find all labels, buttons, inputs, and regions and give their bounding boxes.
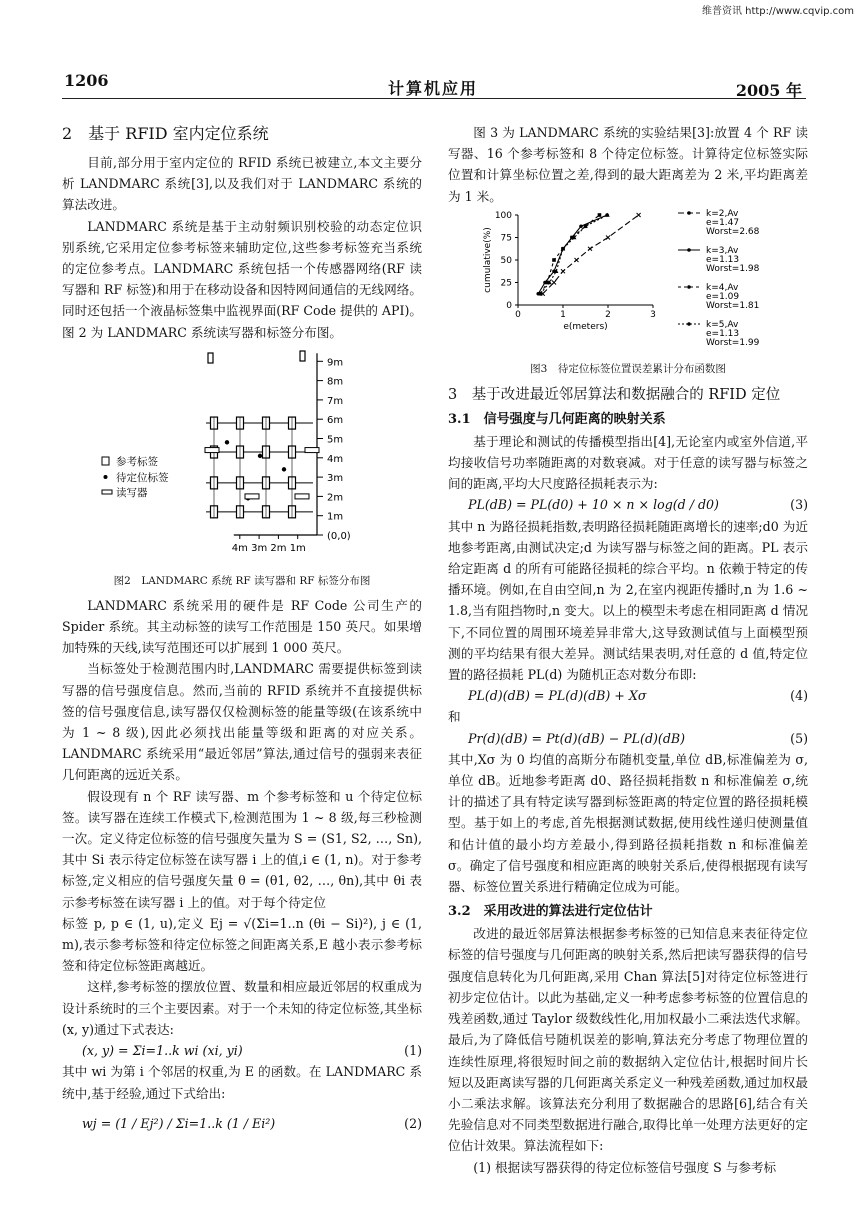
paragraph: 这样,参考标签的摆放位置、数量和相应最近邻居的权重成为设计系统时的三个主要因素。对于一个未知的待定位标签,其坐标(x, y)通过下式表达: bbox=[62, 979, 422, 1037]
legend-label: k=5,Av bbox=[706, 319, 739, 330]
legend-label: 读写器 bbox=[116, 486, 148, 499]
paragraph: 其中,Xσ 为 0 均值的高斯分布随机变量,单位 dB,标准偏差为 σ,单位 dB。近地参考距离 d0、路径损耗指数 n 和标准偏差 σ,统计的描述了具有特定读写器到标签距离的特定位置的路径损耗模型。基于如上的考虑,首先根据测试数据,使用线性递归使测量值和估计值的最小均方差最小,得到路径损耗指数 n 和标准偏差 σ。确定了信号强度和相应距离的映射关系后,使得根据现有读写器、标签位置关系进行精确定位成为可能。 bbox=[448, 751, 808, 895]
series-line bbox=[543, 215, 639, 294]
fig2-caption: 图2 LANDMARC 系统 RF 读写器和 RF 标签分布图 bbox=[113, 574, 371, 587]
reference-tag bbox=[300, 351, 305, 361]
section-2-title: 2 基于 RFID 室内定位系统 bbox=[62, 124, 269, 143]
fig3-chart bbox=[448, 207, 808, 363]
paragraph: 假设现有 n 个 RF 读写器、m 个参考标签和 u 个待定位标签。读写器在连续工作模式下,检测范围为 1 ~ 8 级,每三秒检测一次。定义待定位标签的信号强度矢量为 S = (S1, S2, …, Sn),其中 Si 表示待定位标签在读写器 i 上的值,i ∈ (1, n)。对于参考标签,定义相应的信号强度矢量 θ = (θ1, θ2, …, θn),其中 θi 表示参考标签在读写器 i 上的值。对于每个待定位 bbox=[62, 788, 422, 910]
x-tick-label: 2 bbox=[605, 309, 611, 320]
equation-1: (x, y) = Σi=1..k wi (xi, yi) (1) bbox=[82, 1043, 422, 1059]
legend-marker bbox=[687, 211, 691, 215]
data-point bbox=[606, 235, 610, 239]
data-point bbox=[552, 280, 556, 284]
section-3-title: 3 基于改进最近邻居算法和数据融合的 RFID 定位 bbox=[448, 386, 781, 403]
y-tick-label: 50 bbox=[500, 255, 512, 266]
legend-label: Worst=2.68 bbox=[706, 226, 760, 237]
legend-label: e=1.47 bbox=[706, 217, 740, 228]
page-number: 1206 bbox=[64, 71, 109, 90]
x-tick-label: 3m bbox=[251, 542, 268, 554]
data-point bbox=[598, 213, 602, 217]
legend-label: k=2,Av bbox=[706, 208, 739, 219]
x-tick-label: 1 bbox=[560, 309, 566, 320]
legend-label: e=1.09 bbox=[706, 291, 740, 302]
paragraph: LANDMARC 系统采用的硬件是 RF Code 公司生产的 Spider 系统。其主动标签的读写工作范围是 150 英尺。如果增加特殊的天线,读写范围还可以扩展到 1 000 英尺。 bbox=[62, 597, 422, 656]
figure-2 bbox=[62, 347, 422, 595]
legend-label: Worst=1.98 bbox=[706, 263, 760, 274]
legend-label: Worst=1.99 bbox=[706, 337, 760, 348]
paragraph: 其中 wi 为第 i 个邻居的权重,为 E 的函数。在 LANDMARC 系统中,基于经验,通过下式给出: bbox=[62, 1064, 422, 1101]
paragraph: (1) 根据读写器获得的待定位标签信号强度 S 与参考标 bbox=[473, 1159, 777, 1175]
y-tick-label: 4m bbox=[327, 453, 344, 465]
data-point bbox=[637, 213, 641, 217]
legend-label: e=1.13 bbox=[706, 254, 740, 265]
y-tick-label: 8m bbox=[327, 376, 344, 388]
word-and: 和 bbox=[448, 709, 461, 725]
y-tick-label: 0 bbox=[506, 300, 512, 311]
y-tick-label: 75 bbox=[500, 233, 512, 244]
reference-tag bbox=[208, 353, 213, 363]
paragraph: 标签 p, p ∈ (1, u),定义 Ej = √(Σi=1..n (θi − Si)²), j ∈ (1, m),表示参考标签和待定位标签之间距离关系,E 越小表示参考标签和待定位标签距离越近。 bbox=[62, 915, 422, 974]
y-tick-label: 9m bbox=[327, 357, 344, 369]
data-point bbox=[579, 224, 583, 228]
y-tick-label: (0,0) bbox=[327, 530, 351, 542]
data-point bbox=[561, 269, 565, 273]
y-tick-label: 1m bbox=[327, 511, 344, 523]
paragraph: 基于理论和测试的传播模型指出[4],无论室内或室外信道,平均接收信号功率随距离的对数衰减。对于任意的读写器与标签之间的距离,平均大尺度路径损耗表示为: bbox=[448, 433, 808, 492]
target-tag bbox=[258, 453, 262, 457]
x-tick-label: 3 bbox=[650, 309, 656, 320]
y-tick-label: 3m bbox=[327, 472, 344, 484]
figure-3 bbox=[448, 207, 808, 379]
header-rule bbox=[62, 98, 806, 99]
y-axis-label: cumulative(%) bbox=[483, 227, 493, 293]
x-axis-label: e(meters) bbox=[563, 321, 608, 332]
equation-3: PL(dB) = PL(d0) + 10 × n × log(d / d0) (3) bbox=[468, 497, 808, 513]
paragraph: 其中 n 为路径损耗指数,表明路径损耗随距离增长的速率;d0 为近地参考距离,由测试决定;d 为读写器与标签之间的距离。PL 表示给定距离 d 的所有可能路径损耗的综合平均。n 依赖于特定的传播环境。例如,在自由空间,n 为 2,在室内视距传播时,n 为 1.6 ~ 1.8,当有阻挡物时,n 变大。以上的模型未考虑在相同距离 d 情况下,不同位置的周围环境差异非常大,这导致测试值与上面模型预测的平均结果有很大差异。测试结果表明,对任意的 d 值,特定位置的路径损耗 PL(d) 为随机正态对数分布即: bbox=[448, 518, 808, 683]
legend-target-tag-icon bbox=[104, 475, 108, 479]
paragraph: LANDMARC 系统是基于主动射频识别校验的动态定位识别系统,它采用定位参考标签来辅助定位,这些参考标签充当系统的定位参考点。LANDMARC 系统包括一个传感器网络(RF 读写器和 RF 标签)和用于在移动设备和因特网间通信的无线网络。同时还包括一个液晶标签集中监视界面(RF Code 提供的 API)。图 2 为 LANDMARC 系统读写器和标签分布图。 bbox=[62, 218, 422, 340]
reader bbox=[295, 494, 309, 499]
legend-marker bbox=[687, 285, 691, 289]
legend-label: Worst=1.81 bbox=[706, 300, 760, 311]
section-3-1-title: 3.1 信号强度与几何距离的映射关系 bbox=[448, 411, 666, 427]
y-tick-label: 100 bbox=[494, 210, 512, 221]
legend-label: 待定位标签 bbox=[116, 471, 169, 484]
x-tick-label: 4m bbox=[231, 542, 248, 554]
equation-5: Pr(d)(dB) = Pt(d)(dB) − PL(d)(dB) (5) bbox=[468, 730, 808, 746]
y-tick-label: 25 bbox=[500, 278, 512, 289]
paragraph: 图 3 为 LANDMARC 系统的实验结果[3]:放置 4 个 RF 读写器、16 个参考标签和 8 个待定位标签。计算待定位标签实际位置和计算坐标位置之差,得到的最大距离差为 2 米,平均距离差为 1 米。 bbox=[448, 125, 808, 204]
x-tick-label: 1m bbox=[289, 542, 306, 554]
legend-label: 参考标签 bbox=[116, 455, 158, 468]
data-point bbox=[575, 258, 579, 262]
target-tag bbox=[225, 440, 229, 444]
paragraph: 当标签处于检测范围内时,LANDMARC 需要提供标签到读写器的信号强度信息。然而,当前的 RFID 系统并不直接提供标签的信号强度信息,读写器仅仅检测标签的能量等级(在该系统中为 1 ~ 8 级),因此必须找出能量等级和距离的对应关系。LANDMARC 系统采用“最近邻居”算法,通过信号的强弱来表征几何距离的远近关系。 bbox=[62, 661, 422, 783]
y-tick-label: 5m bbox=[327, 434, 344, 446]
equation-4: PL(d)(dB) = PL(d)(dB) + Xσ (4) bbox=[468, 688, 808, 704]
y-tick-label: 6m bbox=[327, 415, 344, 427]
legend-reference-tag-icon bbox=[102, 457, 109, 465]
left-column bbox=[62, 122, 422, 1144]
journal-name: 计算机应用 bbox=[388, 79, 479, 98]
y-tick-label: 2m bbox=[327, 492, 344, 504]
data-point bbox=[552, 258, 556, 262]
x-tick-label: 0 bbox=[515, 309, 521, 320]
reader bbox=[245, 494, 259, 499]
fig2-diagram bbox=[62, 347, 422, 579]
target-tag bbox=[282, 467, 286, 471]
paragraph: 改进的最近邻居算法根据参考标签的已知信息来表征待定位标签的信号强度与几何距离的映射关系,然后把读写器获得的信号强度信息转化为几何距离,采用 Chan 算法[5]对待定位标签进行初步定位估计。以此为基础,定义一种考虑参考标签的位置信息的残差函数,通过 Taylor 级数线性化,用加权最小二乘法迭代求解。最后,为了降低信号随机误差的影响,算法充分考虑了物理位置的连续性原理,将很短时间之前的数据纳入定位估计,根据时间片长短以及距离读写器的几何距离关系定义一种残差函数,通过加权最小二乘法求解。该算法充分利用了数据融合的思路[6],结合有关先验信息对不同类型数据进行融合,取得比单一处理方法更好的定位估计效果。算法流程如下: bbox=[448, 926, 808, 1154]
legend-marker bbox=[687, 322, 691, 326]
paragraph: 目前,部分用于室内定位的 RFID 系统已被建立,本文主要分析 LANDMARC 系统[3],以及我们对于 LANDMARC 系统的算法改进。 bbox=[62, 155, 422, 213]
year: 2005 年 bbox=[735, 81, 802, 100]
watermark: 维普资讯 http://www.cqvip.com bbox=[701, 6, 854, 17]
legend-label: k=3,Av bbox=[706, 245, 739, 256]
data-point bbox=[588, 247, 592, 251]
equation-2: wj = (1 / Ej²) / Σi=1..k (1 / Ei²) (2) bbox=[82, 1115, 422, 1131]
legend-marker bbox=[687, 248, 691, 252]
x-tick-label: 2m bbox=[270, 542, 287, 554]
reader bbox=[305, 447, 319, 452]
legend-label: e=1.13 bbox=[706, 328, 740, 339]
reader bbox=[205, 447, 219, 452]
series-line bbox=[541, 215, 608, 294]
right-column bbox=[448, 122, 808, 1178]
section-3-2-title: 3.2 采用改进的算法进行定位估计 bbox=[448, 904, 653, 920]
y-tick-label: 7m bbox=[327, 395, 344, 407]
legend-reader-icon bbox=[102, 490, 112, 494]
fig3-caption: 图3 待定位标签位置误差累计分布函数图 bbox=[530, 362, 726, 375]
legend-label: k=4,Av bbox=[706, 282, 739, 293]
